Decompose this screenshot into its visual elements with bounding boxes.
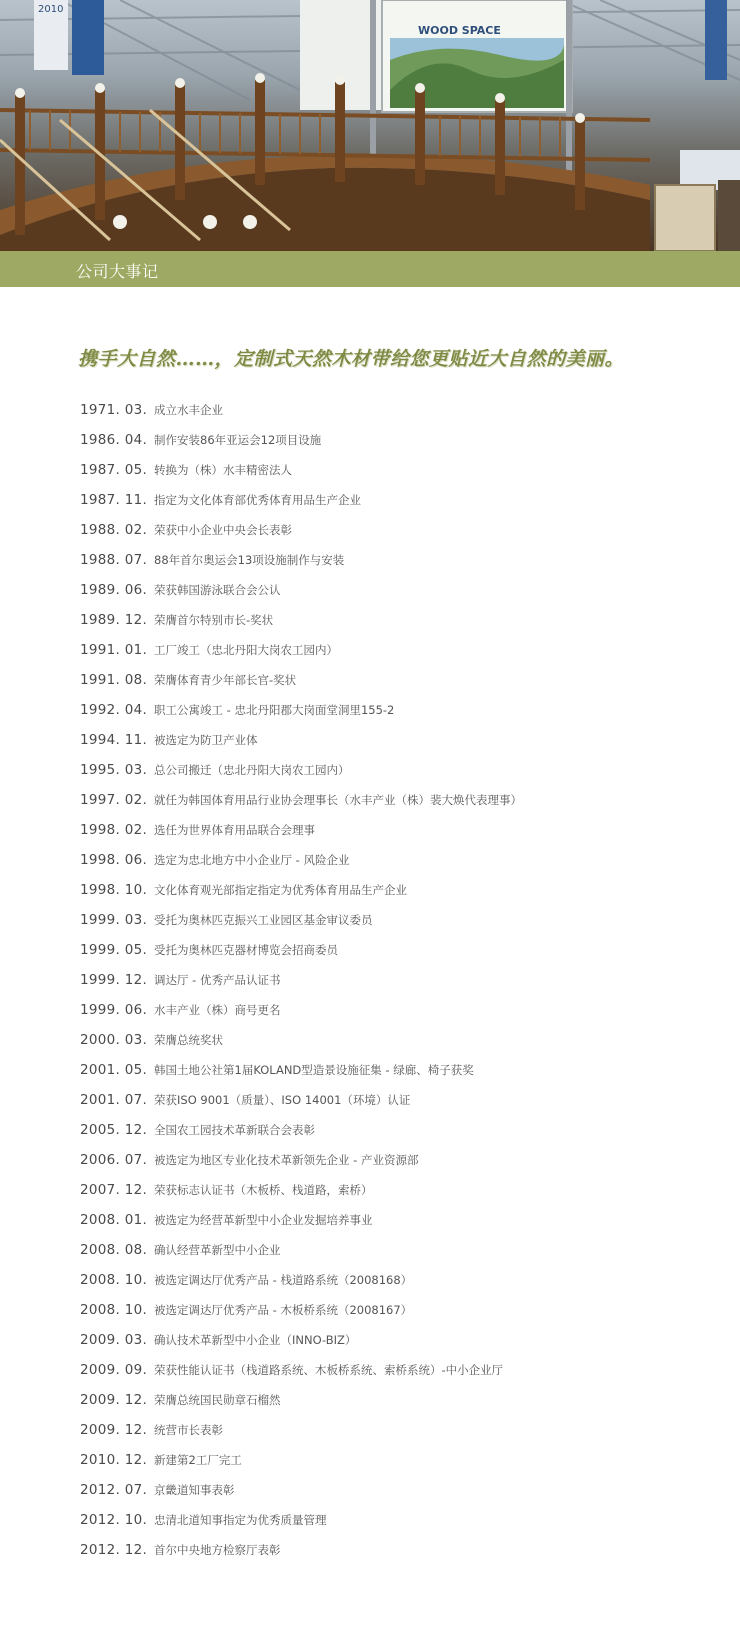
timeline-item xyxy=(80,965,720,995)
timeline-item xyxy=(80,1265,720,1295)
event-date: 2009. 12. xyxy=(80,1392,148,1408)
timeline-item xyxy=(80,575,720,605)
event-description: 首尔中央地方检察厅表彰 xyxy=(154,1543,281,1557)
event-date: 2007. 12. xyxy=(80,1182,148,1198)
event-description: 荣获ISO 9001（质量）、ISO 14001（环境）认证 xyxy=(154,1093,411,1107)
event-description: 被选定为地区专业化技术革新领先企业 - 产业资源部 xyxy=(154,1153,419,1167)
timeline-item xyxy=(80,1355,720,1385)
event-description: 全国农工园技术革新联合会表彰 xyxy=(154,1123,315,1137)
event-description: 指定为文化体育部优秀体育用品生产企业 xyxy=(154,493,361,507)
event-description: 选任为世界体育用品联合会理事 xyxy=(154,823,315,837)
timeline-item xyxy=(80,905,720,935)
event-date: 1987. 11. xyxy=(80,492,148,508)
event-description: 就任为韩国体育用品行业协会理事长（水丰产业（株）裴大焕代表理事） xyxy=(154,793,522,807)
event-description: 忠清北道知事指定为优秀质量管理 xyxy=(154,1513,327,1527)
event-date: 1989. 06. xyxy=(80,582,148,598)
event-date: 1998. 02. xyxy=(80,822,148,838)
event-date: 1991. 08. xyxy=(80,672,148,688)
timeline-item xyxy=(80,1115,720,1145)
timeline-item xyxy=(80,485,720,515)
event-description: 转换为（株）水丰精密法人 xyxy=(154,463,292,477)
banner-year-text: 2010 xyxy=(38,4,64,15)
event-date: 1988. 07. xyxy=(80,552,148,568)
section-title: 公司大事记 xyxy=(76,262,159,281)
timeline-item xyxy=(80,1205,720,1235)
event-date: 2005. 12. xyxy=(80,1122,148,1138)
hero-image xyxy=(0,0,740,251)
timeline-item xyxy=(80,1025,720,1055)
event-description: 确认经营革新型中小企业 xyxy=(154,1243,281,1257)
timeline-item xyxy=(80,1145,720,1175)
event-date: 2008. 01. xyxy=(80,1212,148,1228)
event-date: 2012. 10. xyxy=(80,1512,148,1528)
timeline-item xyxy=(80,845,720,875)
timeline-item xyxy=(80,1235,720,1265)
event-date: 2008. 08. xyxy=(80,1242,148,1258)
timeline-item xyxy=(80,635,720,665)
event-description: 荣膺总统国民勋章石榴然 xyxy=(154,1393,281,1407)
event-description: 88年首尔奥运会13项设施制作与安装 xyxy=(154,553,345,567)
event-date: 1998. 06. xyxy=(80,852,148,868)
event-description: 被选定为防卫产业体 xyxy=(154,733,258,747)
timeline-item xyxy=(80,515,720,545)
event-date: 2012. 07. xyxy=(80,1482,148,1498)
timeline-item xyxy=(80,695,720,725)
timeline-item xyxy=(80,1505,720,1535)
timeline-item xyxy=(80,995,720,1025)
exhibition-booth-illustration xyxy=(0,0,740,251)
event-description: 新建第2工厂完工 xyxy=(154,1453,242,1467)
timeline-item xyxy=(80,815,720,845)
event-description: 选定为忠北地方中小企业厅 - 风险企业 xyxy=(154,853,350,867)
event-description: 荣获韩国游泳联合会公认 xyxy=(154,583,281,597)
timeline-item xyxy=(80,935,720,965)
event-date: 1999. 12. xyxy=(80,972,148,988)
event-description: 受托为奥林匹克振兴工业园区基金审议委员 xyxy=(154,913,373,927)
timeline-item xyxy=(80,1055,720,1085)
event-date: 1991. 01. xyxy=(80,642,148,658)
timeline-item xyxy=(80,425,720,455)
section-banner xyxy=(0,251,740,287)
event-date: 2009. 03. xyxy=(80,1332,148,1348)
slogan: 携手大自然……，定制式天然木材带给您更贴近大自然的美丽。 xyxy=(78,348,625,370)
event-description: 水丰产业（株）商号更名 xyxy=(154,1003,281,1017)
timeline-item xyxy=(80,665,720,695)
event-description: 荣获标志认证书（木板桥、栈道路，索桥） xyxy=(154,1183,373,1197)
event-date: 1997. 02. xyxy=(80,792,148,808)
event-date: 1994. 11. xyxy=(80,732,148,748)
event-date: 1999. 03. xyxy=(80,912,148,928)
event-description: 荣膺总统奖状 xyxy=(154,1033,223,1047)
timeline-item xyxy=(80,1385,720,1415)
booth-sign-text: WOOD SPACE xyxy=(418,24,501,37)
timeline-item xyxy=(80,605,720,635)
event-date: 2001. 05. xyxy=(80,1062,148,1078)
event-description: 调达厅 - 优秀产品认证书 xyxy=(154,973,281,987)
event-date: 2008. 10. xyxy=(80,1272,148,1288)
event-description: 文化体育观光部指定指定为优秀体育用品生产企业 xyxy=(154,883,407,897)
timeline-item xyxy=(80,395,720,425)
event-description: 荣获中小企业中央会长表彰 xyxy=(154,523,292,537)
event-date: 1998. 10. xyxy=(80,882,148,898)
timeline-item xyxy=(80,875,720,905)
event-date: 2012. 12. xyxy=(80,1542,148,1558)
event-description: 职工公寓竣工 - 忠北丹阳郡大岗面堂洞里155-2 xyxy=(154,703,395,717)
event-date: 1971. 03. xyxy=(80,402,148,418)
event-description: 荣获性能认证书（栈道路系统、木板桥系统、索桥系统）-中小企业厅 xyxy=(154,1363,504,1377)
timeline-item xyxy=(80,1325,720,1355)
event-date: 1992. 04. xyxy=(80,702,148,718)
event-date: 1986. 04. xyxy=(80,432,148,448)
timeline-item xyxy=(80,1415,720,1445)
event-description: 统营市长表彰 xyxy=(154,1423,223,1437)
event-description: 总公司搬迁（忠北丹阳大岗农工园内） xyxy=(154,763,350,777)
event-date: 1999. 06. xyxy=(80,1002,148,1018)
event-date: 2009. 12. xyxy=(80,1422,148,1438)
event-description: 韩国土地公社第1届KOLAND型造景设施征集 - 绿廊、椅子获奖 xyxy=(154,1063,474,1077)
event-date: 1987. 05. xyxy=(80,462,148,478)
event-date: 2008. 10. xyxy=(80,1302,148,1318)
event-date: 1999. 05. xyxy=(80,942,148,958)
event-description: 确认技术革新型中小企业（INNO-BIZ） xyxy=(154,1333,357,1347)
event-date: 1995. 03. xyxy=(80,762,148,778)
event-description: 被选定调达厅优秀产品 - 木板桥系统（2008167） xyxy=(154,1303,413,1317)
timeline-item xyxy=(80,545,720,575)
timeline-item xyxy=(80,1535,720,1565)
event-date: 2006. 07. xyxy=(80,1152,148,1168)
event-date: 2010. 12. xyxy=(80,1452,148,1468)
event-date: 1989. 12. xyxy=(80,612,148,628)
event-description: 成立水丰企业 xyxy=(154,403,223,417)
timeline-item xyxy=(80,725,720,755)
timeline-item xyxy=(80,755,720,785)
event-description: 被选定为经营革新型中小企业发掘培养事业 xyxy=(154,1213,373,1227)
event-description: 荣膺体育青少年部长官-奖状 xyxy=(154,673,297,687)
event-description: 工厂竣工（忠北丹阳大岗农工园内） xyxy=(154,643,338,657)
timeline-item xyxy=(80,1175,720,1205)
event-description: 荣膺首尔特别市长-奖状 xyxy=(154,613,274,627)
timeline-item xyxy=(80,1445,720,1475)
event-date: 1988. 02. xyxy=(80,522,148,538)
timeline-item xyxy=(80,1295,720,1325)
timeline-item xyxy=(80,1085,720,1115)
event-date: 2001. 07. xyxy=(80,1092,148,1108)
event-date: 2009. 09. xyxy=(80,1362,148,1378)
event-date: 2000. 03. xyxy=(80,1032,148,1048)
event-description: 受托为奥林匹克器材博览会招商委员 xyxy=(154,943,338,957)
event-description: 京畿道知事表彰 xyxy=(154,1483,235,1497)
timeline-item xyxy=(80,1475,720,1505)
timeline-list xyxy=(80,395,720,1565)
event-description: 被选定调达厅优秀产品 - 栈道路系统（2008168） xyxy=(154,1273,413,1287)
event-description: 制作安装86年亚运会12项目设施 xyxy=(154,433,322,447)
timeline-item xyxy=(80,455,720,485)
timeline-item xyxy=(80,785,720,815)
